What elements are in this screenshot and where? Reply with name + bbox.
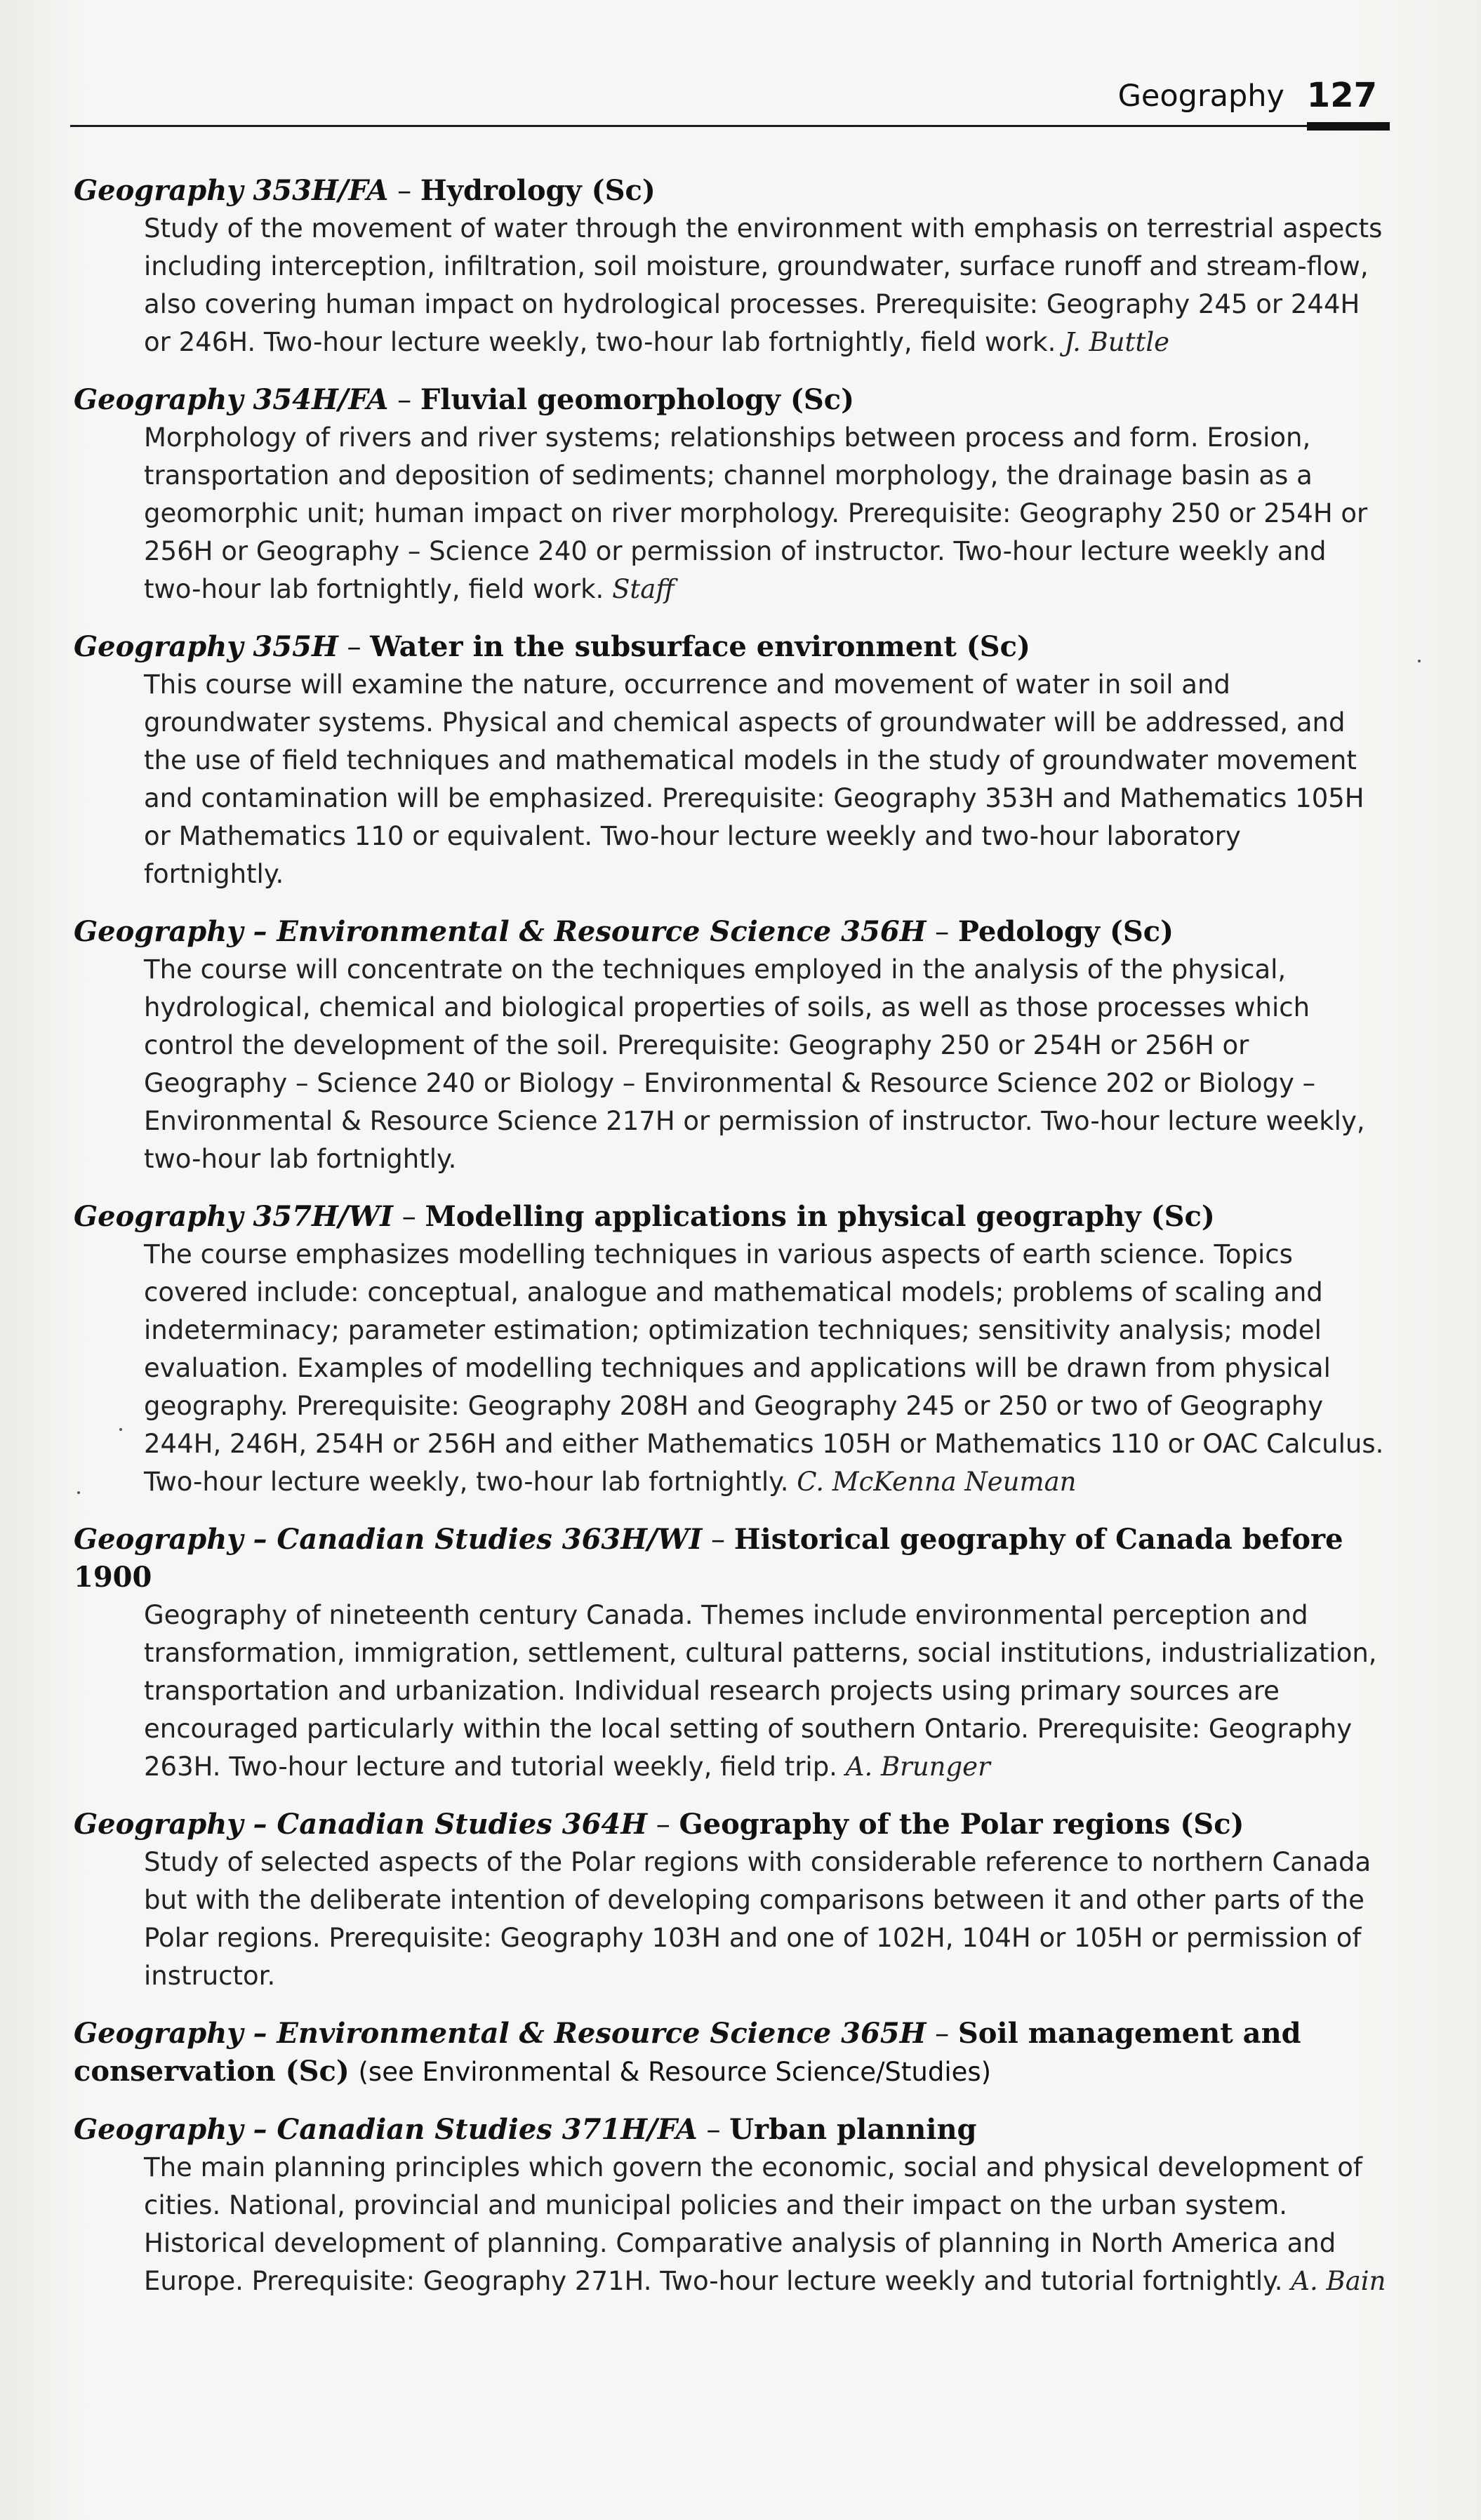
course-instructor: C. McKenna Neuman — [797, 1467, 1077, 1497]
page-header — [70, 63, 1390, 133]
course-separator: – — [338, 631, 371, 663]
course-heading — [74, 2015, 1386, 2091]
scan-speck — [77, 1491, 80, 1494]
course-separator: – — [388, 175, 420, 207]
course-separator: – — [926, 916, 958, 948]
course-heading — [74, 1198, 1386, 1236]
course-entry-356h — [74, 913, 1386, 1178]
course-entry-354h — [74, 381, 1386, 608]
course-code: Geography – Canadian Studies 363H/WI — [74, 1523, 703, 1556]
course-title: Soil management and conservation (Sc) — [74, 2017, 1301, 2088]
course-description-text: Study of selected aspects of the Polar regions with considerable reference to northern Canada but with the deliberate intention of developing comparisons between it and other parts of the Polar regions. Prerequisite: Geography 103H and one of 102H, 104H or 105H or permission of instructor. — [144, 1847, 1372, 1991]
header-rule — [70, 125, 1390, 127]
course-separator: – — [647, 1808, 679, 1841]
course-description — [74, 1236, 1386, 1501]
course-code: Geography 354H/FA — [74, 383, 389, 416]
course-entry-363h — [74, 1521, 1386, 1786]
course-title: Water in the subsurface environment (Sc) — [370, 630, 1030, 663]
course-title: Urban planning — [729, 2113, 977, 2146]
course-description — [74, 2149, 1386, 2300]
course-description — [74, 666, 1386, 893]
course-heading — [74, 1806, 1386, 1844]
scan-speck — [1418, 660, 1421, 662]
header-rule-tab — [1307, 122, 1390, 131]
course-description-text: This course will examine the nature, occurrence and movement of water in soil and groundwater systems. Physical and chemical aspects of groundwater will be addressed, and the use of field techniques and mathematical models in the study of groundwater movement and contamination will be emphasized. Prerequisite: Geography 353H and Mathematics 105H or Mathematics 110 or equivalent. Two-hour lecture weekly and two-hour laboratory fortnightly. — [144, 669, 1364, 889]
cross-reference-note: (see Environmental & Resource Science/Studies) — [358, 2057, 992, 2087]
course-description-text: Morphology of rivers and river systems; relationships between process and form. Erosion, transportation and deposition of sediments; channel morphology, the drainage basin as a geomorphic unit; human impact on river morphology. Prerequisite: Geography 250 or 254H or 256H or Geography – Science 240 or permission of instructor. Two-hour lecture weekly and two-hour lab fortnightly, field work. — [144, 422, 1368, 604]
course-heading — [74, 1521, 1386, 1596]
course-description — [74, 210, 1386, 361]
course-heading — [74, 913, 1386, 951]
course-heading — [74, 628, 1386, 666]
course-separator: – — [926, 2018, 958, 2050]
course-separator: – — [702, 1524, 734, 1556]
course-description-text: The main planning principles which govern the economic, social and physical development of cities. National, provincial and municipal policies and their impact on the urban system. Historical development of planning. Comparative analysis of planning in North America and Europe. Prerequisite: Geography 271H. Two-hour lecture weekly and tutorial fortnightly. — [144, 2152, 1362, 2296]
course-description — [74, 1596, 1386, 1786]
course-title: Pedology (Sc) — [957, 915, 1174, 948]
course-description-text: Study of the movement of water through the environment with emphasis on terrestrial aspects including interception, infiltration, soil moisture, groundwater, surface runoff and stream-flow, also covering human impact on hydrological processes. Prerequisite: Geography 245 or 244H or 246H. Two-hour lecture weekly, two-hour lab fortnightly, field work. — [144, 213, 1383, 357]
course-entry-371h — [74, 2111, 1386, 2300]
course-list — [74, 172, 1386, 2320]
course-title: Geography of the Polar regions (Sc) — [679, 1808, 1244, 1841]
course-entry-357h — [74, 1198, 1386, 1501]
course-description-text: The course will concentrate on the techniques employed in the analysis of the physical, hydrological, chemical and biological properties of soils, as well as those processes which control the development of the soil. Prerequisite: Geography 250 or 254H or 256H or Geography – Science 240 or Biology – Environmental & Resource Science 202 or Biology – Environmental & Resource Science 217H or permission of instructor. Two-hour lecture weekly, two-hour lab fortnightly. — [144, 954, 1365, 1174]
course-code: Geography – Environmental & Resource Science 356H — [74, 915, 927, 948]
course-instructor: Staff — [612, 574, 675, 604]
course-heading — [74, 172, 1386, 210]
course-instructor: J. Buttle — [1064, 327, 1170, 357]
course-description — [74, 1844, 1386, 1995]
course-entry-355h — [74, 628, 1386, 893]
course-title: Historical geography of Canada before 1900 — [74, 1523, 1343, 1594]
course-description-text: The course emphasizes modelling techniques in various aspects of earth science. Topics covered include: conceptual, analogue and mathematical models; problems of scaling and indeterminacy; parameter estimation; optimization techniques; sensitivity analysis; model evaluation. Examples of modelling techniques and applications will be drawn from physical geography. Prerequisite: Geography 208H and Geography 245 or 250 or two of Geography 244H, 246H, 254H or 256H and either Mathematics 105H or Mathematics 110 or OAC Calculus. Two-hour lecture weekly, two-hour lab fortnightly. — [144, 1239, 1384, 1497]
course-code: Geography – Environmental & Resource Science 365H — [74, 2017, 927, 2050]
course-instructor: A. Brunger — [845, 1752, 990, 1782]
course-entry-365h — [74, 2015, 1386, 2091]
course-title: Fluvial geomorphology (Sc) — [420, 383, 855, 416]
course-code: Geography 355H — [74, 630, 338, 663]
course-heading — [74, 381, 1386, 419]
course-code: Geography – Canadian Studies 364H — [74, 1808, 648, 1841]
course-code: Geography 357H/WI — [74, 1200, 393, 1233]
course-description-text: Geography of nineteenth century Canada. Themes include environmental perception and transformation, immigration, settlement, cultural patterns, social institutions, industrialization, transportation and urbanization. Individual research projects using primary sources are encouraged particularly within the local setting of southern Ontario. Prerequisite: Geography 263H. Two-hour lecture and tutorial weekly, field trip. — [144, 1600, 1377, 1782]
course-separator: – — [388, 384, 420, 416]
course-instructor: A. Bain — [1291, 2266, 1386, 2296]
course-separator: – — [697, 2114, 730, 2146]
course-title: Hydrology (Sc) — [420, 174, 656, 207]
course-description — [74, 951, 1386, 1178]
course-code: Geography 353H/FA — [74, 174, 389, 207]
scan-speck — [119, 1428, 122, 1431]
course-code: Geography – Canadian Studies 371H/FA — [74, 2113, 698, 2146]
course-description — [74, 419, 1386, 608]
course-separator: – — [393, 1201, 425, 1233]
page-number: 127 — [1306, 76, 1377, 115]
course-heading — [74, 2111, 1386, 2149]
course-entry-353h — [74, 172, 1386, 361]
course-entry-364h — [74, 1806, 1386, 1995]
course-title: Modelling applications in physical geography (Sc) — [425, 1200, 1215, 1233]
running-head: Geography — [1117, 79, 1284, 114]
